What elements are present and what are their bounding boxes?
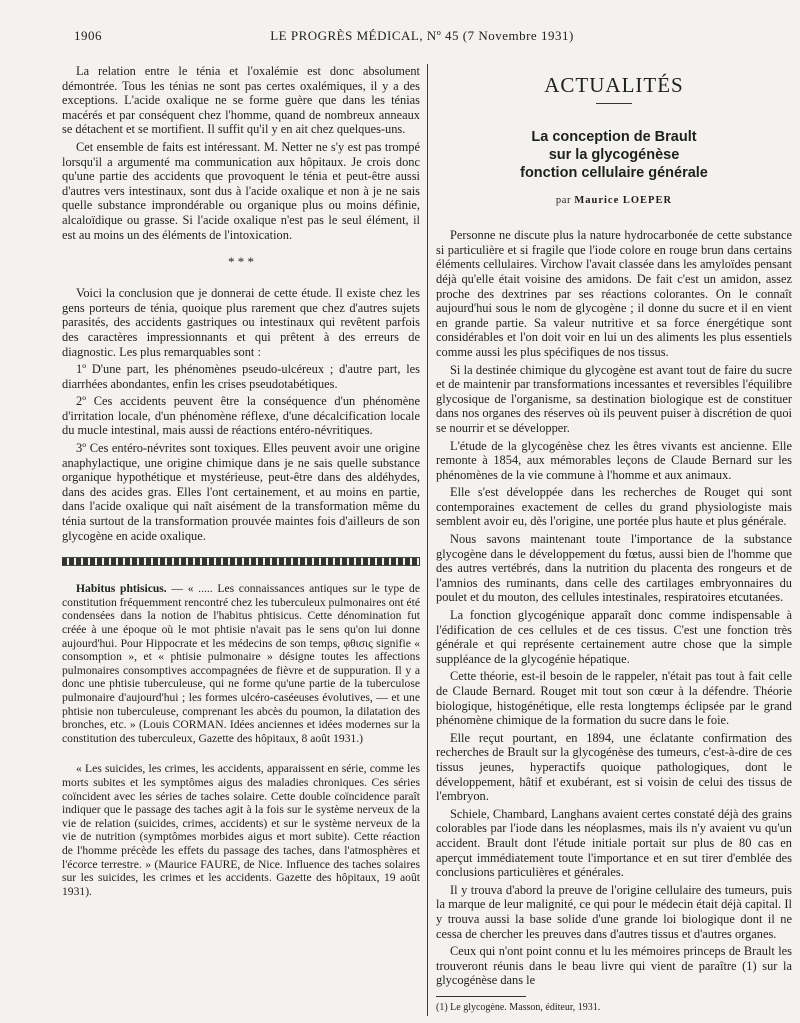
paragraph: Si la destinée chimique du glycogène est avant tout de faire du sucre et de maintenir par transformations incessantes et reversibles l'équilibre glycosique de l'organisme, sa destination biologique est de constituer dans nos organes des réserves où ils peuvent puiser à discrétion de quoi se nourrir et se développer. <box>436 362 792 435</box>
column-divider <box>427 64 428 1016</box>
suicides-paragraph: « Les suicides, les crimes, les accidents, apparaissent en série, comme les morts subites et les symptômes aigus des maladies chroniques. Ces séries coïncident avec les séries de taches solaire. Cette double coïncidence paraît indiquer que le passage des taches agit à la fois sur le système nerveux de la vie de relation (suicides, crimes, accidents) et sur le système nerveux de la vie de nutrition (symptômes morbides aigus et mort subite). Cette réaction de l'homme précède les effets du passage des taches, dans l'atmosphères et l'écorce terrestre. » (Maurice FAURE, de Nice. Influence des taches solaires sur les suicides, les crimes et les accidents. Gazette des hôpitaux, 19 août 1931). <box>62 762 420 898</box>
habitus-text: — « ..... Les connaissances antiques sur le type de constitution fréquemment rencontré chez les tuberculeux pulmonaires ont été condensées dans la notion de l'habitus phtisicus. Cette dénomination fut créée à une époque où le mot phtisie n'avait pas le sens qu'on lui donne aujourd'hui. Pour Hippocrate et les médecins de son temps, φθισις signifie « consomption », et « phtisie pulmonaire » désigne toutes les affections pulmonaires consomptives accompagnées de fièvre et de suppuration. Il y a donc une phtisie tuberculeuse, qui ne forme qu'une partie de la tuberculose pulmonaire d'aujourd'hui ; les formes ulcéro-caséeuses évolutives, — et une phtisie non tuberculeuse, comprenant les abcès du poumon, la dilatation des bronches, etc. » (Louis CORMAN. Idées anciennes et idées modernes sur la constitution des tuberculeux, Gazette des hôpitaux, 8 août 1931.) <box>62 582 421 745</box>
paragraph: Elle s'est développée dans les recherches de Rouget qui sont contemporaines exactement de celles du grand physiologiste mais semblent avoir eu, dès l'origine, une portée plus haute et plus générale. <box>436 485 792 529</box>
paragraph: Voici la conclusion que je donnerai de cette étude. Il existe chez les gens porteurs de ténia, quoique plus rarement que chez d'autres sujets parasités, des accidents gastriques ou intestinaux qui revêtent parfois des caractères impressionnants et qui prêtent à des erreurs de diagnostic. Les plus remarquables sont : <box>62 286 420 359</box>
paragraph: 2º Ces accidents peuvent être la conséquence d'un phénomène d'irritation locale, d'un phénomène réflexe, d'une décalcification locale du mucle intestinal, mais aussi de réactions entéro-névritiques. <box>62 394 420 438</box>
byline <box>436 194 792 209</box>
left-column <box>62 64 420 901</box>
paragraph: L'étude de la glycogénèse chez les êtres vivants est ancienne. Elle remonte à 1854, aux mémorables leçons de Claude Bernard sur les phénomènes de la vie commune à l'homme et aux animaux. <box>436 438 792 482</box>
article-title-line: La conception de Brault <box>531 128 697 145</box>
ornamental-divider <box>62 557 420 566</box>
paragraph: Cette théorie, est-il besoin de le rappeler, n'était pas tout à fait celle de Claude Bernard. Rouget mit tout son cœur à la défendre. Théorie biologique, histogénétique, elle resta longtemps éclipsée par le grand phénomène chimique de la formation du sucre dans le foie. <box>436 669 792 728</box>
paragraph: Cet ensemble de faits est intéressant. M. Netter ne s'y est pas trompé lorsqu'il a argumenté ma communication aux hôpitaux. Je crois donc qu'une partie des accidents que provoquent le ténia et peut-être aussi d'autres vers intestinaux, sont dus à l'acide oxalique et non à je ne sais quelle substance improndérable ou organique plus ou moins définie, alcaloïdique ou grasse. Si l'acide oxalique n'est pas le seul élément, il est au moins un des éléments de l'intoxication. <box>62 139 420 242</box>
right-column <box>436 72 792 1018</box>
article-title-line: fonction cellulaire générale <box>520 164 708 181</box>
habitus-title: Habitus phtisicus. <box>76 582 167 596</box>
paragraph: La relation entre le ténia et l'oxalémie est donc absolument démontrée. Tous les ténias ne sont pas certes oxalémiques, il y a des exceptions. L'acide oxalique ne se forme guère que dans les ténias macérés et par conséquent chez l'homme, quand de nombreux anneaux se détachent et se mortifient. Il suffit qu'il y en ait chez quelques-uns. <box>62 64 420 137</box>
habitus-paragraph <box>62 582 420 745</box>
paragraph: La fonction glycogénique apparaît donc comme indispensable à l'édification de ces cellules et de ces tissus. C'est une fonction très générale et qui représente certainement autre chose que la simple suppléance de la glycogénie hépatique. <box>436 608 792 666</box>
footnote-rule <box>436 996 526 997</box>
article-title <box>436 128 792 182</box>
paragraph: Ceux qui n'ont point connu et lu les mémoires princeps de Brault les trouveront réunis dans le beau livre qui vient de paraître (1) sur la glycogénèse dans le <box>436 944 792 988</box>
paragraph: Elle reçut pourtant, en 1894, une éclatante confirmation des recherches de Brault sur la glycogénèse des tumeurs, c'est-à-dire de ces tissus jeunes, hyperactifs quoique pathologiques, dont le développement, hâtif et exubérant, est si voisin de celui des tissus de l'embryon. <box>436 730 792 804</box>
paragraph: Schiele, Chambard, Langhans avaient certes constaté déjà des grains colorables par l'iode dans les néoplasmes, mais ils n'y avaient vu qu'un accident. Brault dont l'étude initiale portait sur plus de 80 cas en aperçut immédiatement toute l'importance et en sut tirer d'emblée des conclusions particulières et générales. <box>436 806 792 880</box>
section-title: ACTUALITÉS <box>544 73 684 97</box>
title-rule <box>596 103 632 104</box>
byline-prefix: par <box>555 194 575 206</box>
running-header <box>62 28 782 46</box>
paragraph: Nous savons maintenant toute l'importance de la substance glycogène dans le développement du fœtus, aussi bien de l'homme que des autres vertébrés, dans la nutrition du placenta des rongeurs et de l'amnios des ruminants, dans celle des cartilages embryonnaires du poulet et du mouton, des cellules intestinales, respiratoires etcutanées. <box>436 532 792 605</box>
paragraph: Il y trouva d'abord la preuve de l'origine cellulaire des tumeurs, puis la marque de leur malignité, ce qui pour le médecin était déjà capital. Il y trouva aussi la base solide d'une grande loi biologique dont il ne cessa de chercher les preuves dans d'autres tissus et d'autres organes. <box>436 882 792 941</box>
asterism: * * * <box>228 254 254 270</box>
footnote: (1) Le glycogène. Masson, éditeur, 1931. <box>436 1001 601 1013</box>
running-title: LE PROGRÈS MÉDICAL, Nº 45 (7 Novembre 1931) <box>270 28 574 43</box>
page-number: 1906 <box>74 28 102 43</box>
article-title-line: sur la glycogénèse <box>548 146 680 163</box>
paragraph: 3º Ces entéro-névrites sont toxiques. Elles peuvent avoir une origine anaphylactique, une origine chimique dans je ne sais quelle substance organique hypothétique et mystérieuse, peut-être dans des aldéhydes, dans des acides gras. Elles l'ont certainement, et au moins en partie, dans l'acide oxalique qui naît aisément de la transformation même du ténia surtout de la transformation prouvée maintes fois d'ailleurs de son glycogène en acide oxalique. <box>62 441 420 543</box>
author: Maurice LOEPER <box>574 194 673 206</box>
paragraph: 1º D'une part, les phénomènes pseudo-ulcéreux ; d'autre part, les diarrhées abondantes, enfin les crises pseudotabétiques. <box>62 362 420 391</box>
paragraph: Personne ne discute plus la nature hydrocarbonée de cette substance si particulière et si fragile que l'iode colore en rouge brun dans certains éléments cellulaires. Virchow l'avait classée dans les amyloïdes pensant déjà qu'elle était voisine des amidons. De fait c'est un amidon, assez proche des dextrines par ses réactions colorantes. On le connaît aujourd'hui sous le nom de glycogène ; il donne du sucre et il en vient en grande partie. Sa valeur nutritive et sa force énergétique sont considérables et l'on doit voir en lui un des aliments les plus essentiels comme aussi les plus spécifiques de nos tissus. <box>436 228 792 359</box>
